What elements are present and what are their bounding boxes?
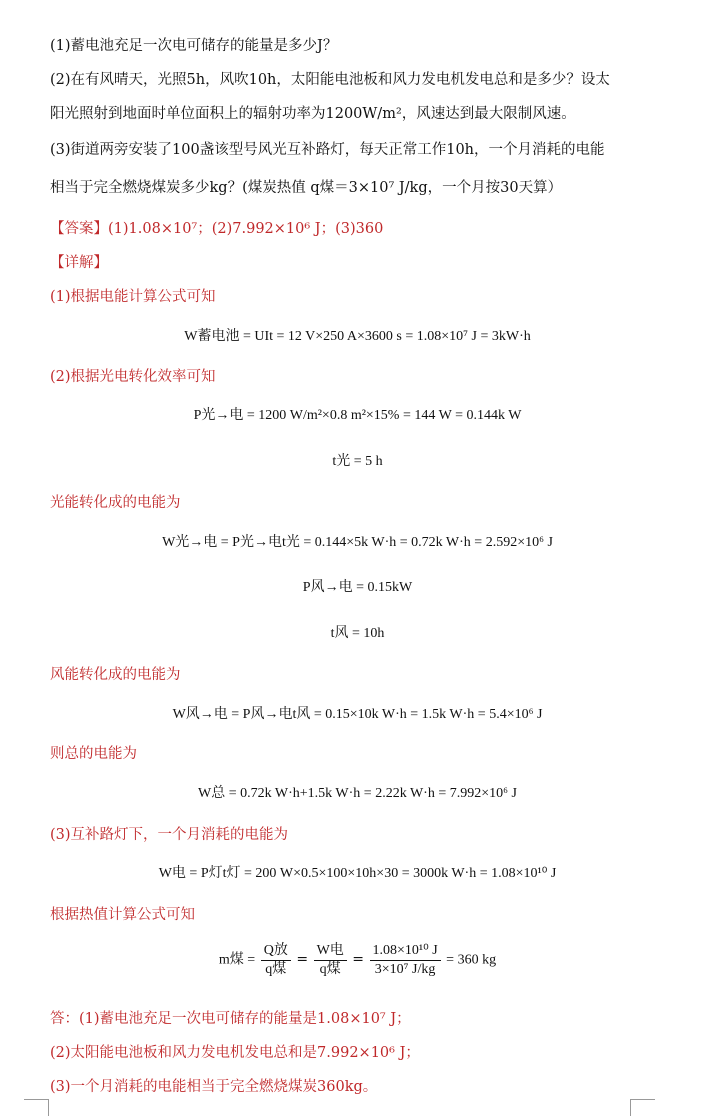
step-3-text: 光能转化成的电能为	[50, 495, 181, 511]
eq10-lhs: m煤 =	[218, 952, 256, 968]
answer-text: (1)1.08×10⁷；(2)7.992×10⁶ J；(3)360	[108, 221, 384, 237]
step-5-text: 则总的电能为	[50, 746, 137, 762]
question-3-line-2: 相当于完全燃烧煤炭多少kg？(煤炭热值 q煤＝3×10⁷ J/kg，一个月按30天算）	[50, 180, 563, 196]
question-2-line-1: (2)在有风晴天，光照5h，风吹10h，太阳能电池板和风力发电机发电总和是多少？设太	[50, 72, 610, 88]
eq10-f1-denominator: q煤	[265, 962, 287, 977]
step-4-text: 风能转化成的电能为	[50, 667, 181, 683]
eq10-equals-2: =	[352, 951, 365, 968]
step-1-text: (1)根据电能计算公式可知	[50, 289, 216, 305]
eq10-f2-denominator: q煤	[319, 962, 341, 977]
answer-line	[50, 219, 695, 239]
detail-label: 【详解】	[50, 255, 108, 271]
question-2-line-2: 阳光照射到地面时单位面积上的辐射功率为1200W/m²，风速达到最大限制风速。	[50, 106, 576, 122]
equation-7: W风→电 = P风→电t风 = 0.15×10k W·h = 1.5k W·h = 5.4×10⁶ J	[172, 707, 543, 722]
equation-4: W光→电 = P光→电t光 = 0.144×5k W·h = 0.72k W·h = 2.592×10⁶ J	[162, 535, 553, 550]
equation-10	[0, 942, 715, 979]
step-6-text: (3)互补路灯下，一个月消耗的电能为	[50, 827, 289, 843]
step-2-text: (2)根据光电转化效率可知	[50, 369, 216, 385]
step-7-text: 根据热值计算公式可知	[50, 907, 195, 923]
eq10-f3-numerator: 1.08×10¹⁰ J	[370, 942, 441, 961]
eq10-f2-numerator: W电	[314, 942, 347, 961]
equation-5: P风→电 = 0.15kW	[302, 580, 413, 595]
answer-label: 【答案】	[50, 221, 108, 237]
page-corner-mark-right	[630, 1099, 655, 1116]
conclusion-1: 答：(1)蓄电池充足一次电可储存的能量是1.08×10⁷ J；	[50, 1011, 411, 1027]
question-3-line-1: (3)街道两旁安装了100盏该型号风光互补路灯，每天正常工作10h，一个月消耗的电能	[50, 142, 605, 158]
eq10-f1-numerator: Q放	[261, 942, 291, 961]
equation-9: W电 = P灯t灯 = 200 W×0.5×100×10h×30 = 3000k W·h = 1.08×10¹⁰ J	[158, 866, 557, 881]
eq10-equals-1: =	[296, 951, 309, 968]
conclusion-3: (3)一个月消耗的电能相当于完全燃烧煤炭360kg。	[50, 1079, 378, 1095]
conclusion-2: (2)太阳能电池板和风力发电机发电总和是7.992×10⁶ J；	[50, 1045, 420, 1061]
equation-1: W蓄电池 = UIt = 12 V×250 A×3600 s = 1.08×10⁷ J = 3kW·h	[184, 329, 531, 344]
page-corner-mark-left	[24, 1099, 49, 1116]
eq10-fraction-2	[314, 942, 347, 979]
eq10-fraction-3	[370, 942, 441, 979]
eq10-rhs: = 360 kg	[446, 952, 497, 968]
equation-2: P光→电 = 1200 W/m²×0.8 m²×15% = 144 W = 0.144k W	[193, 408, 522, 423]
eq10-f3-denominator: 3×10⁷ J/kg	[374, 962, 436, 977]
equation-6: t风 = 10h	[330, 626, 385, 641]
eq10-fraction-1	[261, 942, 291, 979]
question-1: (1)蓄电池充足一次电可储存的能量是多少J？	[50, 38, 338, 54]
equation-8: W总 = 0.72k W·h+1.5k W·h = 2.22k W·h = 7.992×10⁶ J	[198, 786, 517, 801]
equation-3: t光 = 5 h	[332, 454, 383, 469]
